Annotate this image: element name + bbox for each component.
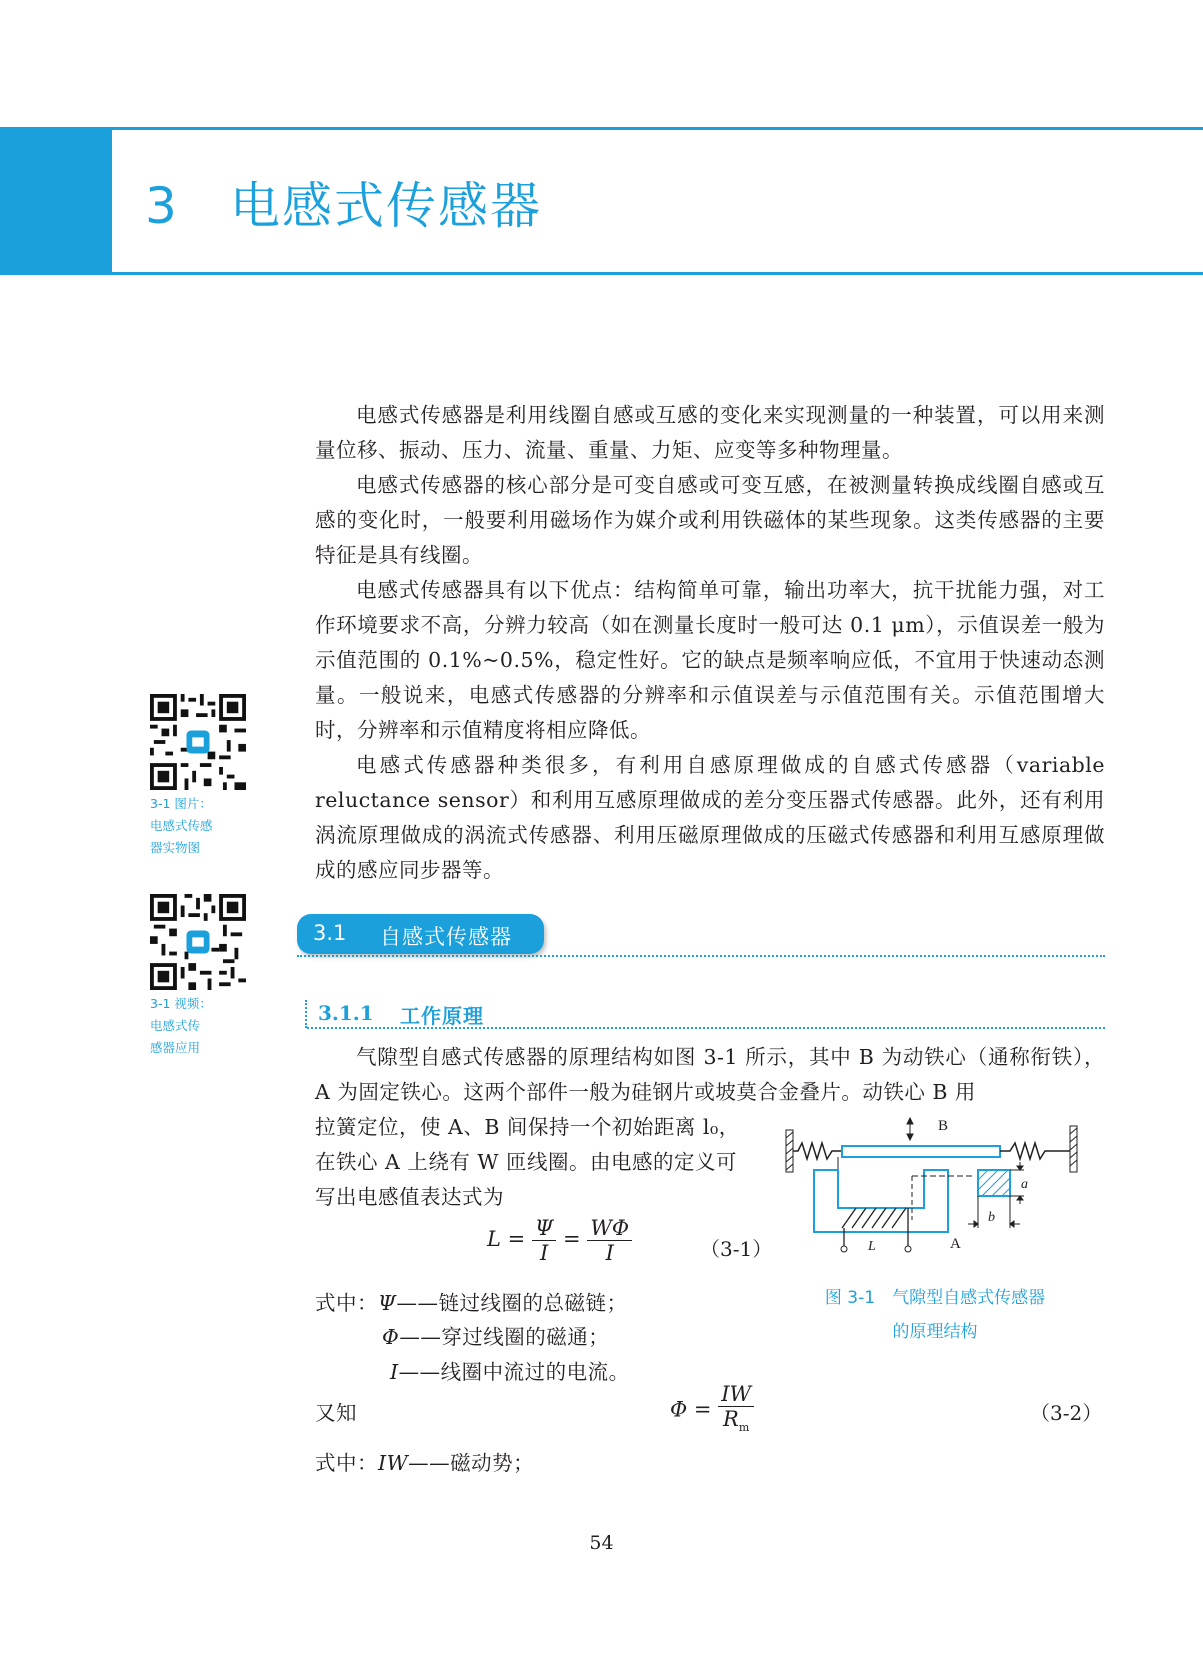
qr-code-icon[interactable] [150, 694, 246, 790]
denominator: I [605, 1241, 614, 1265]
intro-text [315, 398, 1105, 888]
eq-lhs: L [487, 1227, 501, 1251]
fraction [532, 1216, 556, 1265]
numerator: IW [718, 1382, 754, 1407]
equals-sign: = [507, 1227, 526, 1251]
denominator-subscript: m [738, 1421, 750, 1435]
chapter-header-bottom-rule [112, 272, 1203, 275]
body-paragraph-2 [315, 1110, 780, 1215]
chapter-title: 电感式传感器 [230, 177, 542, 235]
fig-label-L: L [868, 1239, 876, 1254]
equation-number-3-2: （3-2） [1030, 1401, 1103, 1425]
where-desc: ——穿过线圈的磁通； [399, 1325, 610, 1349]
denominator: I [540, 1241, 549, 1265]
where-desc: ——磁动势； [408, 1451, 535, 1475]
chapter-number: 3 [145, 177, 177, 235]
fig-label-B: B [938, 1118, 949, 1134]
where-desc: ——链过线圈的总磁链； [396, 1291, 628, 1315]
body-line: 拉簧定位，使 A、B 间保持一个初始距离 l₀， [315, 1115, 740, 1139]
intro-paragraph-4: 电感式传感器种类很多，有利用自感原理做成的自感式传感器（variable reluctance sensor）和利用互感原理做成的差分变压器式传感器。此外，还有利用涡流原理做成的涡流式传感器、利用压磁原理做成的压磁式传感器和利用互感原理做成的感应同步器等。 [315, 753, 1105, 882]
numerator: Ψ [532, 1216, 556, 1241]
qr-caption-line: 3-1 图片： [150, 796, 212, 811]
body-line: 写出电感值表达式为 [315, 1185, 504, 1209]
equals-sign: = [693, 1397, 712, 1422]
where-line-1 [315, 1286, 627, 1321]
intro-paragraph-1: 电感式传感器是利用线圈自感或互感的变化来实现测量的一种装置，可以用来测量位移、振动、压力、流量、重量、力矩、应变等多种物理量。 [315, 403, 1105, 462]
intro-paragraph-3: 电感式传感器具有以下优点：结构简单可靠，输出功率大，抗干扰能力强，对工作环境要求不高，分辨力较高（如在测量长度时一般可达 0.1 μm），示值误差一般为示值范围的 0.1%~0.5%，稳定性好。它的缺点是频率响应低，不宜用于快速动态测量。一般说来，电感式传感器的分辨率和示值误差与示值范围有关。示值范围增大时，分辨率和示值精度将相应降低。 [315, 578, 1105, 742]
intro-paragraph-2: 电感式传感器的核心部分是可变自感或可变互感，在被测量转换成线圈自感或互感的变化时，一般要利用磁场作为媒介或利用铁磁体的某些现象。这类传感器的主要特征是具有线圈。 [315, 473, 1105, 567]
where-symbol: I [390, 1360, 399, 1384]
where-symbol: IW [378, 1451, 409, 1475]
chapter-header-top-rule [112, 127, 1203, 130]
fig-label-A: A [950, 1236, 961, 1252]
fig-label-b: b [988, 1210, 995, 1225]
subsection-title: 工作原理 [400, 1004, 484, 1028]
where-line-3 [390, 1355, 630, 1390]
fraction [587, 1216, 632, 1265]
where-symbol: Ψ [378, 1291, 397, 1315]
subsection-number: 3.1.1 [318, 1001, 374, 1025]
where-prefix: 式中： [315, 1291, 378, 1315]
fraction [718, 1382, 754, 1440]
equals-sign: = [563, 1227, 581, 1251]
equation-number-3-1: （3-1） [700, 1237, 773, 1261]
qr-caption-line: 感器应用 [150, 1040, 201, 1055]
where-desc: ——线圈中流过的电流。 [398, 1360, 630, 1384]
qr-caption-1 [150, 793, 240, 859]
fig-label-a: a [1021, 1177, 1028, 1192]
where-prefix: 式中： [315, 1451, 378, 1475]
qr-caption-line: 器实物图 [150, 840, 201, 855]
eq-lhs: Φ [670, 1397, 688, 1422]
qr-code-icon[interactable] [150, 894, 246, 990]
equation-3-1 [487, 1216, 632, 1265]
qr-caption-line: 电感式传 [150, 1018, 201, 1033]
section-rule [297, 955, 1105, 957]
figure-caption-line: 图 3-1 气隙型自感式传感器 [824, 1288, 1046, 1308]
where-line-2 [382, 1320, 609, 1355]
figure-caption-line: 的原理结构 [892, 1322, 978, 1342]
body-paragraph-1-text: 气隙型自感式传感器的原理结构如图 3-1 所示，其中 B 为动铁心（通称衔铁），A 为固定铁心。这两个部件一般为硅钢片或坡莫合金叠片。动铁心 B 用 [315, 1045, 1105, 1104]
figure-3-1-diagram [780, 1108, 1105, 1268]
qr-caption-line: 3-1 视频： [150, 996, 212, 1011]
figure-3-1-caption [795, 1281, 1075, 1349]
equation-3-2 [670, 1382, 754, 1440]
section-number: 3.1 [313, 921, 347, 945]
page-number: 54 [589, 1532, 614, 1554]
denominator-main: R [723, 1407, 739, 1431]
where2-line-1 [315, 1446, 534, 1481]
where-symbol: Φ [382, 1325, 400, 1349]
chapter-header-bar [0, 127, 112, 275]
denominator [718, 1407, 754, 1440]
qr-caption-line: 电感式传感 [150, 818, 213, 833]
body-paragraph-1 [315, 1040, 1105, 1110]
numerator: WΦ [587, 1216, 632, 1241]
body-line: 在铁心 A 上绕有 W 匝线圈。由电感的定义可 [315, 1150, 737, 1174]
also-known-label: 又知 [315, 1401, 357, 1425]
qr-caption-2 [150, 993, 240, 1059]
section-title: 自感式传感器 [380, 925, 512, 949]
subsection-bracket [305, 1000, 307, 1028]
